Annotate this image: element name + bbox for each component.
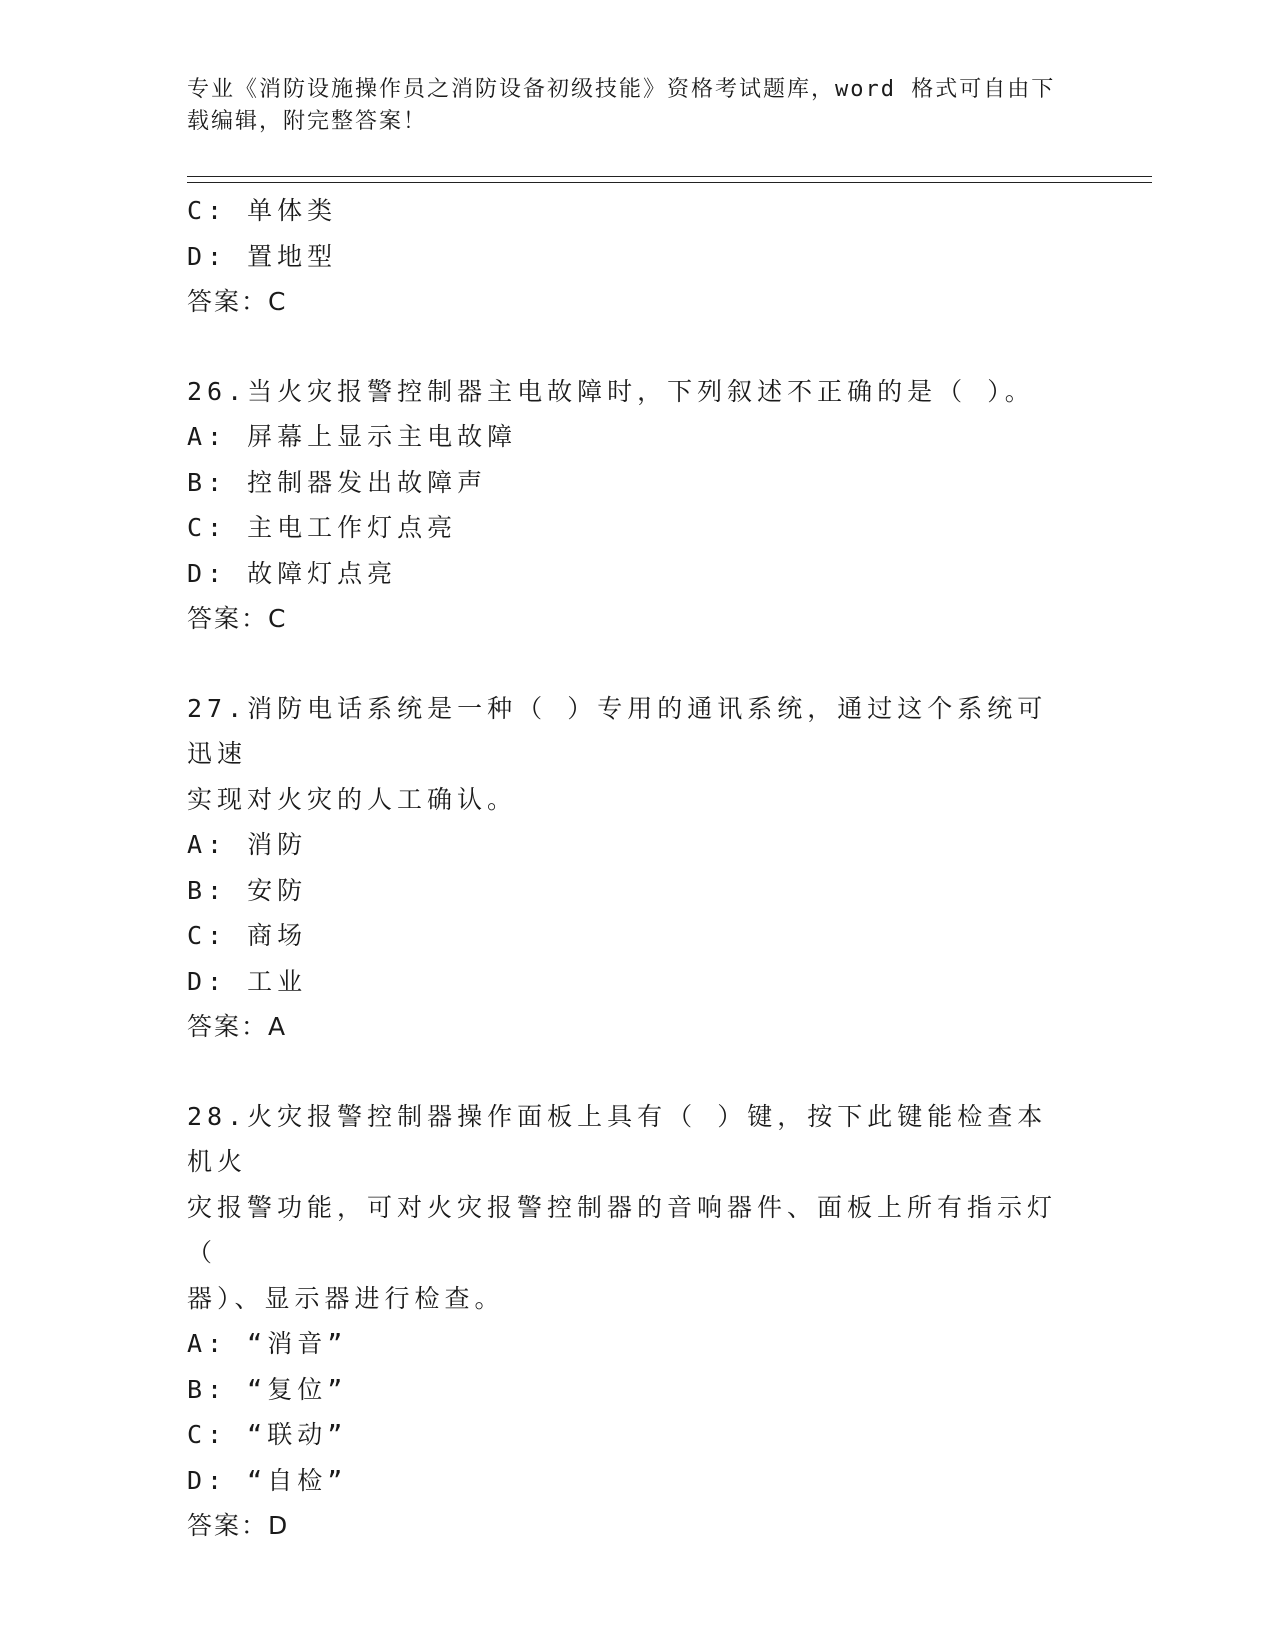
question-spacer — [187, 325, 1087, 369]
question-spacer — [187, 1050, 1087, 1094]
option-d: D: 工业 — [187, 966, 308, 996]
option-b: B: 控制器发出故障声 — [187, 467, 488, 497]
answer-line: 答案：A — [187, 1012, 288, 1041]
stem-line: 26.当火灾报警控制器主电故障时，下列叙述不正确的是（ ）。 — [187, 376, 1035, 406]
header-line-2: 载编辑，附完整答案！ — [187, 109, 428, 134]
stem-line: 器）、显示器进行检查。 — [187, 1283, 505, 1313]
stem-line: 28.火灾报警控制器操作面板上具有（ ）键，按下此键能检查本机火 — [187, 1101, 1048, 1176]
header-divider-bottom — [187, 182, 1152, 183]
option-a: A: 消防 — [187, 830, 308, 859]
document-header — [187, 74, 1067, 138]
option-b: B: “复位” — [187, 1374, 348, 1404]
question-stem — [187, 686, 1067, 823]
header-divider-top — [187, 176, 1152, 177]
question-28 — [187, 1094, 1087, 1549]
stem-line: 27.消防电话系统是一种（ ）专用的通讯系统，通过这个系统可迅速 — [187, 693, 1048, 768]
question-stem — [187, 1094, 1067, 1322]
answer-line: 答案：C — [187, 287, 288, 316]
option-b: B: 安防 — [187, 875, 308, 905]
stem-line: 实现对火灾的人工确认。 — [187, 784, 518, 814]
option-c: C: “联动” — [187, 1420, 348, 1449]
answer-line: 答案：C — [187, 604, 288, 633]
question-spacer — [187, 642, 1087, 686]
option-c: C: 商场 — [187, 921, 308, 950]
question-27 — [187, 686, 1087, 1050]
option-d: D: 置地型 — [187, 241, 338, 271]
question-stem — [187, 369, 1067, 415]
header-line-1: 专业《消防设施操作员之消防设备初级技能》资格考试题库，word 格式可自由下 — [187, 77, 1056, 102]
option-a: A: “消音” — [187, 1329, 348, 1358]
option-a: A: 屏幕上显示主电故障 — [187, 422, 518, 451]
answer-line: 答案：D — [187, 1511, 290, 1540]
option-d: D: 故障灯点亮 — [187, 558, 398, 588]
option-c: C: 单体类 — [187, 196, 338, 225]
stem-line: 灾报警功能，可对火灾报警控制器的音响器件、面板上所有指示灯（ — [187, 1192, 1058, 1267]
question-content — [187, 188, 1087, 1549]
question-26 — [187, 369, 1087, 642]
option-d: D: “自检” — [187, 1465, 348, 1495]
question-25-continuation — [187, 188, 1087, 325]
option-c: C: 主电工作灯点亮 — [187, 513, 458, 542]
